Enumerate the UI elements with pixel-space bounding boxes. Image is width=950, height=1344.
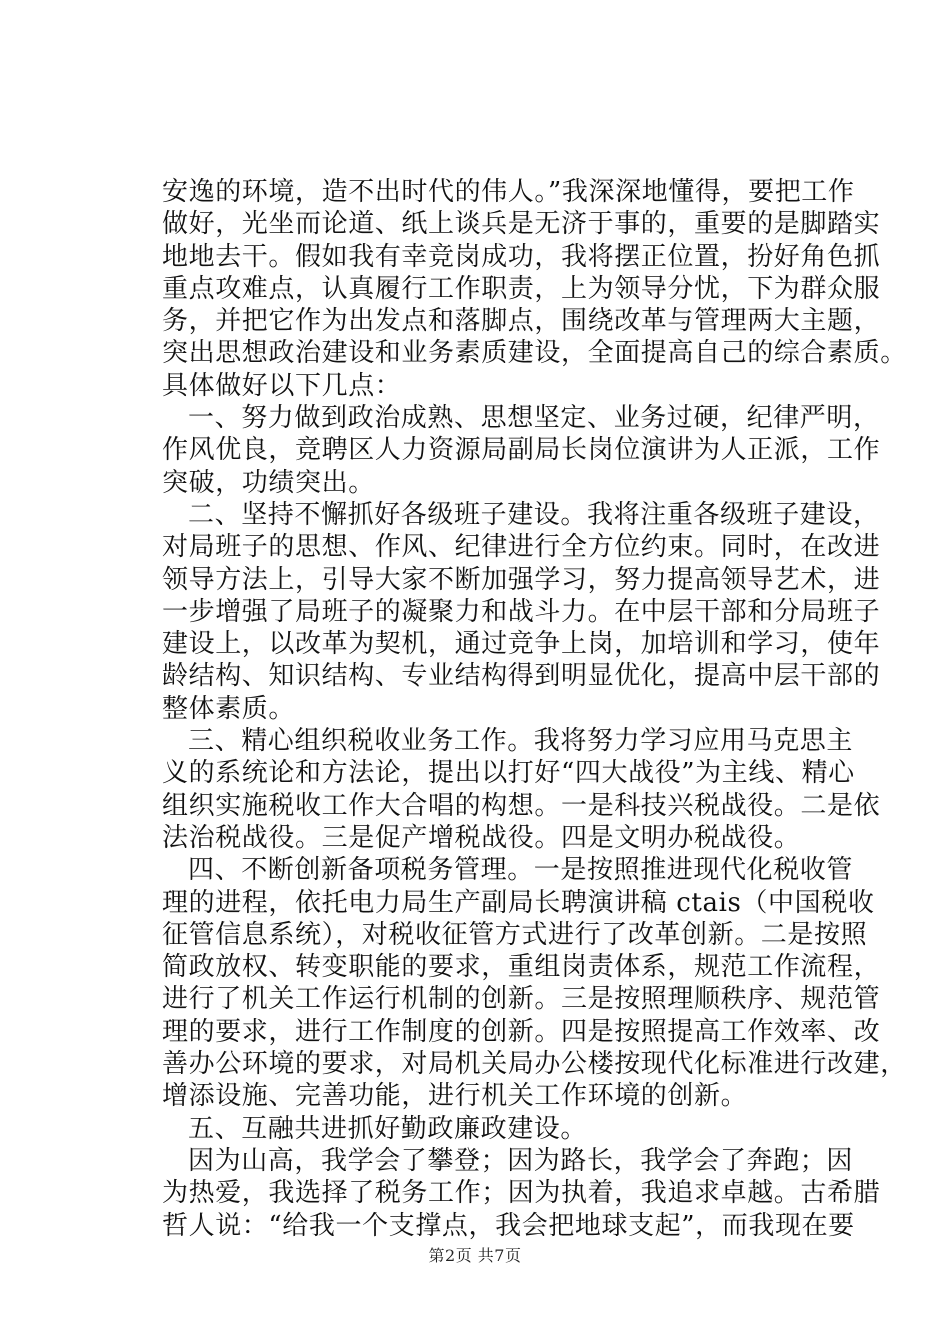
text-line: 组织实施税收工作大合唱的构想。一是科技兴税战役。二是依 — [162, 790, 881, 821]
text-line: 义的系统论和方法论，提出以打好“四大战役”为主线、精心 — [162, 758, 855, 789]
text-line: 整体素质。 — [162, 693, 296, 724]
paragraph-start-line: 三、精心组织税收业务工作。我将努力学习应用马克思主 — [188, 726, 854, 757]
text-line: 法治税战役。三是促产增税战役。四是文明办税战役。 — [162, 822, 801, 853]
text-line: 作风优良，竞聘区人力资源局副局长岗位演讲为人正派，工作 — [162, 435, 881, 466]
text-line: 地地去干。假如我有幸竞岗成功，我将摆正位置，扮好角色抓 — [162, 241, 881, 272]
text-line: 安逸的环境，造不出时代的伟人。”我深深地懂得，要把工作 — [162, 177, 855, 207]
text-line: 突破，功绩突出。 — [162, 467, 375, 498]
paragraph-start-line: 五、互融共进抓好勤政廉政建设。 — [188, 1113, 588, 1144]
text-line: 突出思想政治建设和业务素质建设，全面提高自己的综合素质。 — [162, 338, 907, 369]
text-line: 务，并把它作为出发点和落脚点，围绕改革与管理两大主题， — [162, 306, 881, 337]
text-line: 对局班子的思想、作风、纪律进行全方位约束。同时，在改进 — [162, 532, 881, 563]
text-line: 重点攻难点，认真履行工作职责，上为领导分忧，下为群众服 — [162, 273, 881, 304]
text-line: 龄结构、知识结构、专业结构得到明显优化，提高中层干部的 — [162, 661, 881, 692]
text-line: 征管信息系统），对税收征管方式进行了改革创新。二是按照 — [162, 919, 868, 950]
text-line: 增添设施、完善功能，进行机关工作环境的创新。 — [162, 1081, 748, 1112]
text-line: 进行了机关工作运行机制的创新。三是按照理顺秩序、规范管 — [162, 984, 881, 1015]
text-line: 理的要求，进行工作制度的创新。四是按照提高工作效率、改 — [162, 1016, 881, 1047]
text-line: 简政放权、转变职能的要求，重组岗责体系，规范工作流程， — [162, 952, 881, 983]
body-text — [162, 176, 907, 1242]
text-line: 哲人说：“给我一个支撑点，我会把地球支起”，而我现在要 — [162, 1210, 855, 1241]
text-line: 善办公环境的要求，对局机关局办公楼按现代化标准进行改建， — [162, 1049, 907, 1080]
text-line: 具体做好以下几点： — [162, 370, 402, 401]
paragraph-start-line: 因为山高，我学会了攀登；因为路长，我学会了奔跑；因 — [188, 1145, 854, 1176]
text-line: 一步增强了局班子的凝聚力和战斗力。在中层干部和分局班子 — [162, 596, 881, 627]
text-line: 理的进程，依托电力局生产副局长聘演讲稿 ctais（中国税收 — [162, 887, 875, 918]
text-line: 做好，光坐而论道、纸上谈兵是无济于事的，重要的是脚踏实 — [162, 209, 881, 240]
text-line: 建设上，以改革为契机，通过竞争上岗，加培训和学习，使年 — [162, 629, 881, 660]
paragraph-start-line: 一、努力做到政治成熟、思想坚定、业务过硬，纪律严明， — [188, 403, 880, 434]
paragraph-start-line: 四、不断创新备项税务管理。一是按照推进现代化税收管 — [188, 855, 854, 886]
text-line: 为热爱，我选择了税务工作；因为执着，我追求卓越。古希腊 — [162, 1178, 881, 1209]
page-number-footer: 第2页 共7页 — [428, 1246, 522, 1265]
paragraph-start-line: 二、坚持不懈抓好各级班子建设。我将注重各级班子建设， — [188, 499, 880, 530]
text-line: 领导方法上，引导大家不断加强学习，努力提高领导艺术，进 — [162, 564, 881, 595]
